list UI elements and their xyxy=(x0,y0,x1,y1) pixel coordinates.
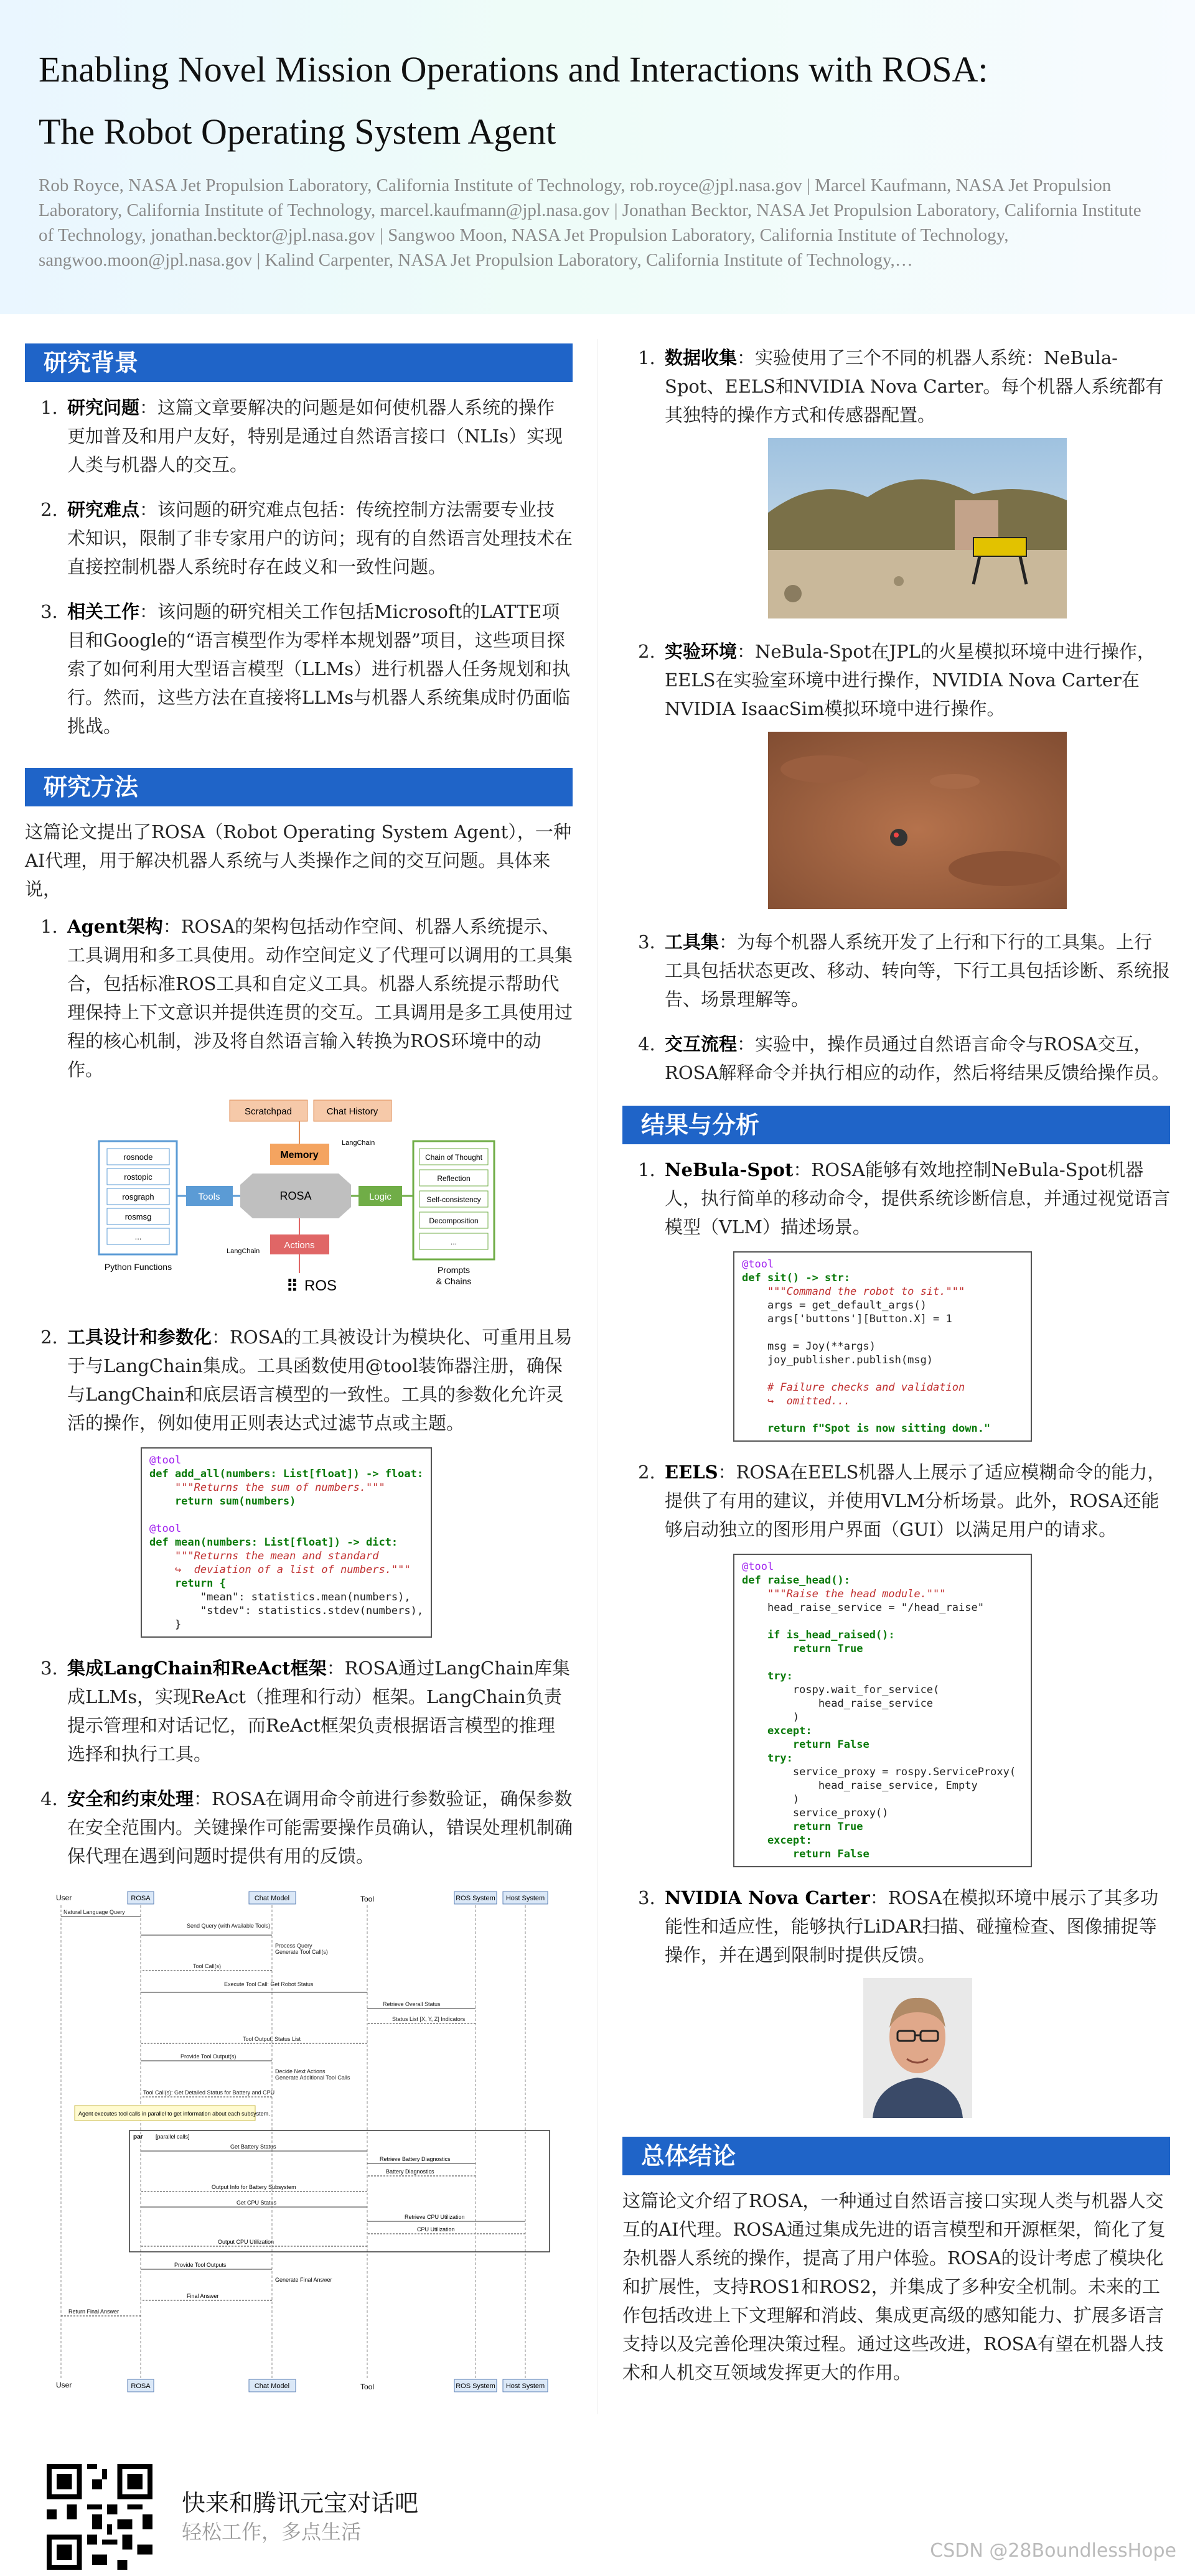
prompt-label: Chain of Thought xyxy=(425,1153,482,1162)
photo-crater xyxy=(780,755,868,783)
item-term: 安全和约束处理 xyxy=(67,1788,194,1809)
list-item xyxy=(661,1883,1170,2118)
code-line: ) xyxy=(742,1793,800,1806)
message-label: CPU Utilization xyxy=(417,2226,455,2233)
photo-crater xyxy=(930,774,980,789)
code-line: """Returns the sum of numbers.""" xyxy=(149,1482,385,1494)
code-line: except: xyxy=(742,1834,812,1847)
code-line: """Returns the mean and standard xyxy=(149,1550,379,1562)
ros-label: ROS xyxy=(304,1277,337,1294)
list-item xyxy=(661,1155,1170,1442)
rosa-core-label: ROSA xyxy=(279,1190,312,1202)
message-label: Generate Tool Call(s) xyxy=(275,1949,328,1955)
qr-module xyxy=(92,2479,102,2489)
qr-module xyxy=(117,2560,127,2570)
par-label: par xyxy=(133,2134,143,2140)
ros-logo-dots: ⠿ xyxy=(286,1277,299,1295)
code-line: return { xyxy=(149,1577,226,1590)
message-label: Output CPU Utilization xyxy=(218,2239,274,2245)
section-heading-methods: 研究方法 xyxy=(25,768,573,806)
experiment-list xyxy=(622,343,1170,1087)
code-line: ↪ deviation of a list of numbers.""" xyxy=(149,1564,411,1576)
item-term: 交互流程 xyxy=(665,1034,738,1055)
prompts-label: Prompts xyxy=(437,1265,471,1275)
code-line: return False xyxy=(742,1738,869,1751)
python-functions-label: Python Functions xyxy=(104,1262,172,1272)
chat-history-label: Chat History xyxy=(326,1106,378,1117)
item-text: ：这篇文章要解决的问题是如何使机器人系统的操作更加普及和用户友好，特别是通过自然语言接口（NLIs）实现人类与机器人的交互。 xyxy=(67,397,563,475)
right-column xyxy=(622,343,1170,2396)
message-label: Retrieve Overall Status xyxy=(383,2001,441,2007)
item-term: 工具集 xyxy=(665,931,719,953)
title-line-2: The Robot Operating System Agent xyxy=(39,111,556,152)
robot-light xyxy=(894,833,899,838)
code-line: rospy.wait_for_service( xyxy=(742,1684,940,1696)
function-list xyxy=(107,1149,169,1244)
actor-tool-label: Tool xyxy=(360,2382,375,2391)
code-line: return f"Spot is now sitting down." xyxy=(742,1422,991,1435)
eels-code-snippet xyxy=(733,1554,1032,1867)
methods-intro: 这篇论文提出了ROSA（Robot Operating System Agent），一种AI代理，用于解决机器人系统与人类操作之间的交互问题。具体来说， xyxy=(25,821,571,900)
item-text: ：该问题的研究相关工作包括Microsoft的LATTE项目和Google的“语言模型作为零样本规划器”项目，这些项目探索了如何利用大型语言模型（LLMs）进行机器人任务规划和执行。然而，这些方法在直接将LLMs与机器人系统集成时仍面临挑战。 xyxy=(67,601,571,737)
item-term: EELS xyxy=(665,1462,718,1483)
list-item xyxy=(63,393,573,479)
message-label: Decide Next Actions xyxy=(275,2068,326,2074)
message-label: Provide Tool Output(s) xyxy=(180,2053,237,2060)
code-line: if is_head_raised(): xyxy=(742,1629,895,1641)
chains-label: & Chains xyxy=(436,1276,472,1286)
code-line: head_raise_service = "/head_raise" xyxy=(742,1602,984,1614)
list-item xyxy=(661,928,1170,1014)
actions-label: Actions xyxy=(284,1240,315,1251)
results-list xyxy=(622,1155,1170,2118)
nova-carter-robot xyxy=(890,829,907,846)
actor-rossystem-label: ROS System xyxy=(456,1895,495,1902)
item-term: 工具设计和参数化 xyxy=(67,1327,212,1348)
par-condition: [parallel calls] xyxy=(156,2134,190,2140)
code-line: @tool xyxy=(742,1258,774,1271)
code-line: head_raise_service, Empty xyxy=(742,1780,978,1792)
message-label: Tool Call(s) xyxy=(193,1963,222,1969)
message-label: Process Query xyxy=(275,1943,312,1949)
list-item xyxy=(661,1458,1170,1867)
item-text: ：为每个机器人系统开发了上行和下行的工具集。上行工具包括状态更改、移动、转向等，下行工具包括诊断、系统报告、场景理解等。 xyxy=(665,931,1171,1010)
section-heading-results: 结果与分析 xyxy=(622,1106,1170,1144)
qr-module xyxy=(92,2514,102,2529)
item-text: ：ROSA在调用命令前进行参数验证，确保参数在安全范围内。关键操作可能需要操作员确认，错误处理机制确保代理在遇到问题时提供有用的反馈。 xyxy=(67,1788,573,1867)
actor-chatmodel-label: Chat Model xyxy=(254,2382,290,2390)
item-text: ：实验中，操作员通过自然语言命令与ROSA交互，ROSA解释命令并执行相应的动作，然后将结果反馈给操作员。 xyxy=(665,1034,1170,1083)
list-item xyxy=(63,495,573,581)
function-label: rosgraph xyxy=(122,1192,154,1202)
item-term: NeBula-Spot xyxy=(665,1159,794,1180)
logic-label: Logic xyxy=(369,1192,391,1202)
qr-code-icon[interactable] xyxy=(47,2464,152,2570)
code-line: } xyxy=(149,1618,182,1631)
code-line: return True xyxy=(742,1821,863,1833)
message-label: Natural Language Query xyxy=(63,1909,125,1915)
rosa-architecture-figure xyxy=(90,1093,550,1304)
qr-module xyxy=(117,2519,132,2529)
conclusion-text: 这篇论文介绍了ROSA，一种通过自然语言接口实现人类与机器人交互的AI代理。ROSA通过集成先进的语言模型和开源框架，简化了复杂机器人系统的操作，提高了用户体验。ROSA的设计考虑了模块化和扩展性，支持ROS1和ROS2，并集成了多种安全机制。未来的工作包括改进上下文理解和消歧、集成更高级的感知能力、扩展多语言支持以及完善伦理决策过程。通过这些改进，ROSA有望在机器人技术和人机交互领域发挥更大的作用。 xyxy=(622,2190,1166,2383)
langchain-label-bottom: LangChain xyxy=(227,1248,260,1255)
qr-module xyxy=(47,2509,57,2519)
qr-module xyxy=(67,2504,77,2519)
message-label: Retrieve Battery Diagnostics xyxy=(380,2156,451,2162)
prompt-label: Decomposition xyxy=(429,1216,479,1225)
code-line: msg = Joy(**args) xyxy=(742,1340,876,1353)
code-line: return True xyxy=(742,1643,863,1655)
list-item xyxy=(63,1785,573,1870)
actor-hostsystem-label: Host System xyxy=(505,2382,545,2390)
actor-header-row xyxy=(56,1892,548,1904)
qr-finder-center xyxy=(57,2545,72,2560)
qr-module xyxy=(87,2464,97,2469)
code-line: @tool xyxy=(149,1454,182,1467)
actor-footer-row xyxy=(56,2379,548,2392)
item-term: 研究问题 xyxy=(67,397,140,418)
qr-module xyxy=(102,2539,117,2544)
item-term: Agent架构 xyxy=(67,916,163,937)
footer-promo-title: 快来和腾讯元宝对话吧 xyxy=(182,2490,419,2517)
message-label: Tool Output: Status List xyxy=(243,2036,301,2042)
background-list xyxy=(25,393,573,740)
prompt-label: Self-consistency xyxy=(426,1195,481,1204)
item-text: ：该问题的研究难点包括：传统控制方法需要专业技术知识，限制了非专家用户的访问；现有的自然语言处理技术在直接控制机器人系统时存在歧义和一致性问题。 xyxy=(67,499,573,577)
actor-rossystem-label: ROS System xyxy=(456,2382,495,2390)
code-line: return sum(numbers) xyxy=(149,1495,296,1508)
code-line: joy_publisher.publish(msg) xyxy=(742,1354,934,1366)
prompt-label: Reflection xyxy=(437,1174,471,1183)
list-item xyxy=(661,637,1170,909)
langchain-label-top: LangChain xyxy=(342,1139,375,1147)
list-item xyxy=(661,1030,1170,1087)
code-line: """Command the robot to sit.""" xyxy=(742,1286,965,1298)
final-messages xyxy=(61,2262,332,2316)
item-text: ：NeBula-Spot在JPL的火星模拟环境中进行操作，EELS在实验室环境中进行操作，NVIDIA Nova Carter在NVIDIA IsaacSim模拟环境中进行操作。 xyxy=(665,641,1155,719)
message-label: Output Info for Battery Subsystem xyxy=(212,2184,296,2190)
code-line: args['buttons'][Button.X] = 1 xyxy=(742,1313,952,1325)
actor-tool-label: Tool xyxy=(360,1895,375,1903)
memory-label: Memory xyxy=(280,1150,319,1160)
item-term: NVIDIA Nova Carter xyxy=(665,1887,870,1908)
parallel-note-text: Agent executes tool calls in parallel to get information about each subsystem. xyxy=(78,2111,270,2117)
list-item xyxy=(661,343,1170,618)
actor-chatmodel-label: Chat Model xyxy=(254,1895,290,1902)
actor-rosa-label: ROSA xyxy=(131,2382,151,2390)
message-label: Generate Final Answer xyxy=(275,2277,332,2283)
paper-title xyxy=(39,39,1159,163)
methods-list xyxy=(25,912,573,1870)
actor-user-label: User xyxy=(56,1893,72,1902)
code-line: ) xyxy=(742,1711,800,1724)
message-label: Final Answer xyxy=(187,2293,219,2299)
photo-rock xyxy=(784,585,802,602)
function-label: ... xyxy=(134,1232,142,1241)
tool-code-snippet xyxy=(141,1447,432,1638)
qr-module xyxy=(143,2514,152,2529)
qr-finder-center xyxy=(57,2474,72,2489)
code-line: def sit() -> str: xyxy=(742,1272,850,1284)
actor-rosa-label: ROSA xyxy=(131,1895,151,1902)
item-text: ：ROSA通过LangChain库集成LLMs，实现ReAct（推理和行动）框架。LangChain负责提示管理和对话记忆，而ReAct框架负责根据语言模型的推理选择和执行工具。 xyxy=(67,1658,571,1765)
actor-hostsystem-label: Host System xyxy=(505,1895,545,1902)
code-line: ↪ omitted... xyxy=(742,1395,850,1407)
code-line: head_raise_service xyxy=(742,1697,934,1710)
item-term: 研究难点 xyxy=(67,499,140,520)
code-line: @tool xyxy=(149,1523,182,1535)
footer-promo-subtitle: 轻松工作，多点生活 xyxy=(182,2520,362,2544)
item-text: ：实验使用了三个不同的机器人系统：NeBula-Spot、EELS和NVIDIA Nova Carter。每个机器人系统都有其独特的操作方式和传感器配置。 xyxy=(665,347,1164,426)
prompt-label: ... xyxy=(450,1238,457,1246)
message-label: Tool Call(s): Get Detailed Status for Battery and CPU xyxy=(143,2089,275,2096)
section-heading-background: 研究背景 xyxy=(25,343,573,382)
parallel-messages xyxy=(141,2144,525,2246)
actor-user-label: User xyxy=(56,2381,72,2389)
section-heading-conclusion: 总体结论 xyxy=(622,2137,1170,2175)
spot-code-snippet xyxy=(733,1251,1032,1442)
code-line: def raise_head(): xyxy=(742,1574,850,1587)
qr-module xyxy=(87,2504,102,2509)
list-item xyxy=(63,912,573,1304)
qr-module xyxy=(128,2504,143,2509)
item-text: ：ROSA在EELS机器人上展示了适应模糊命令的能力，提供了有用的建议，并使用VLM分析场景。此外，ROSA还能够启动独立的图形用户界面（GUI）以满足用户的请求。 xyxy=(665,1462,1166,1540)
code-line: # Failure checks and validation xyxy=(742,1381,965,1394)
item-text: ：ROSA能够有效地控制NeBula-Spot机器人，执行简单的移动命令，提供系统诊断信息，并通过视觉语言模型（VLM）描述场景。 xyxy=(665,1159,1171,1238)
message-label: Battery Diagnostics xyxy=(386,2168,434,2175)
item-term: 实验环境 xyxy=(665,641,738,662)
item-term: 数据收集 xyxy=(665,347,738,368)
code-line: try: xyxy=(742,1752,793,1765)
message-label: Send Query (with Available Tools) xyxy=(187,1923,271,1929)
item-term: 集成LangChain和ReAct框架 xyxy=(67,1658,327,1679)
message-label: Get CPU Status xyxy=(237,2200,277,2206)
spot-robot-photo xyxy=(768,438,1067,618)
mars-sim-photo xyxy=(768,732,1067,909)
lifelines xyxy=(61,1905,525,2378)
sequence-diagram xyxy=(56,1887,554,2397)
prompt-list xyxy=(419,1149,488,1249)
code-line: "stdev": statistics.stdev(numbers), xyxy=(149,1605,424,1617)
item-text: ：ROSA的架构包括动作空间、机器人系统提示、工具调用和多工具使用。动作空间定义了代理可以调用的工具集合，包括标准ROS工具和自定义工具。机器人系统提示帮助代理保持上下文意识并提供连贯的交互。工具调用是多工具使用过程的核心机制，涉及将自然语言输入转换为ROS环境中的动作。 xyxy=(67,916,573,1080)
photo-rock xyxy=(894,576,904,586)
code-line: return False xyxy=(742,1848,869,1860)
code-line: """Raise the head module.""" xyxy=(742,1588,946,1600)
code-line: def mean(numbers: List[float]) -> dict: xyxy=(149,1536,398,1549)
qr-module xyxy=(122,2534,132,2549)
code-line: except: xyxy=(742,1725,812,1737)
message-label: Status List [X, Y, Z] Indicators xyxy=(392,2016,466,2022)
spot-robot-body xyxy=(973,538,1026,556)
qr-module xyxy=(102,2469,107,2479)
message-label: Generate Additional Tool Calls xyxy=(275,2074,350,2081)
message-label: Provide Tool Outputs xyxy=(174,2262,227,2268)
left-column xyxy=(25,343,573,2468)
qr-finder-center xyxy=(128,2474,143,2489)
code-line: service_proxy = rospy.ServiceProxy( xyxy=(742,1766,1016,1778)
function-label: rosnode xyxy=(123,1152,153,1162)
item-text: ：ROSA在模拟环境中展示了其多功能性和适应性，能够执行LiDAR扫描、碰撞检查、图像捕捉等操作，并在遇到限制时提供反馈。 xyxy=(665,1887,1159,1966)
function-label: rosmsg xyxy=(124,1212,152,1221)
message-label: Get Battery Status xyxy=(230,2144,276,2150)
code-line: try: xyxy=(742,1670,793,1682)
list-item xyxy=(63,597,573,740)
qr-module xyxy=(107,2504,117,2514)
list-item xyxy=(63,1323,573,1638)
code-line: "mean": statistics.mean(numbers), xyxy=(149,1591,411,1603)
code-line: args = get_default_args() xyxy=(742,1299,927,1312)
message-label: Execute Tool Call: Get Robot Status xyxy=(224,1981,314,1987)
item-text: ：ROSA的工具被设计为模块化、可重用且易于与LangChain集成。工具函数使用@tool装饰器注册，确保与LangChain和底层语言模型的一致性。工具的参数化允许灵活的操作，例如使用正则表达式过滤节点或主题。 xyxy=(67,1327,573,1434)
list-item xyxy=(63,1654,573,1768)
qr-module xyxy=(87,2534,97,2544)
message-label: Return Final Answer xyxy=(68,2308,120,2315)
title-line-1: Enabling Novel Mission Operations and Interactions with ROSA: xyxy=(39,49,988,90)
message-label: Retrieve CPU Utilization xyxy=(405,2214,465,2220)
sequence-messages xyxy=(61,1909,476,2097)
scratchpad-label: Scratchpad xyxy=(245,1106,292,1117)
qr-module xyxy=(107,2524,112,2534)
author-list: Rob Royce, NASA Jet Propulsion Laboratory, California Institute of Technology, rob.royce@jpl.nasa.gov | Marcel Kaufmann, NASA Jet Propulsion Laboratory, California Institute of Technology, marcel.kaufmann@jpl.nasa.gov | Jonathan Becktor, NASA Jet Propulsion Laboratory, California Institute of Technology, jonathan.becktor@jpl.nasa.gov | Sangwoo Moon, NASA Jet Propulsion Laboratory, California Institute of Technology, sangwoo.moon@jpl.nasa.gov | Kalind Carpenter, NASA Jet Propulsion Laboratory, California Institute of Technology,… xyxy=(39,175,1141,270)
code-line: @tool xyxy=(742,1561,774,1573)
author-portrait-photo xyxy=(863,1978,972,2118)
tools-label: Tools xyxy=(198,1192,220,1202)
function-label: rostopic xyxy=(124,1172,152,1182)
poster-header xyxy=(0,0,1195,314)
photo-crater xyxy=(949,851,1061,886)
code-line: service_proxy() xyxy=(742,1807,889,1819)
item-term: 相关工作 xyxy=(67,601,140,622)
csdn-watermark: CSDN @28BoundlessHope xyxy=(930,2540,1176,2562)
code-line: def add_all(numbers: List[float]) -> float: xyxy=(149,1468,424,1480)
qr-module xyxy=(92,2555,107,2565)
qr-module xyxy=(138,2545,152,2555)
